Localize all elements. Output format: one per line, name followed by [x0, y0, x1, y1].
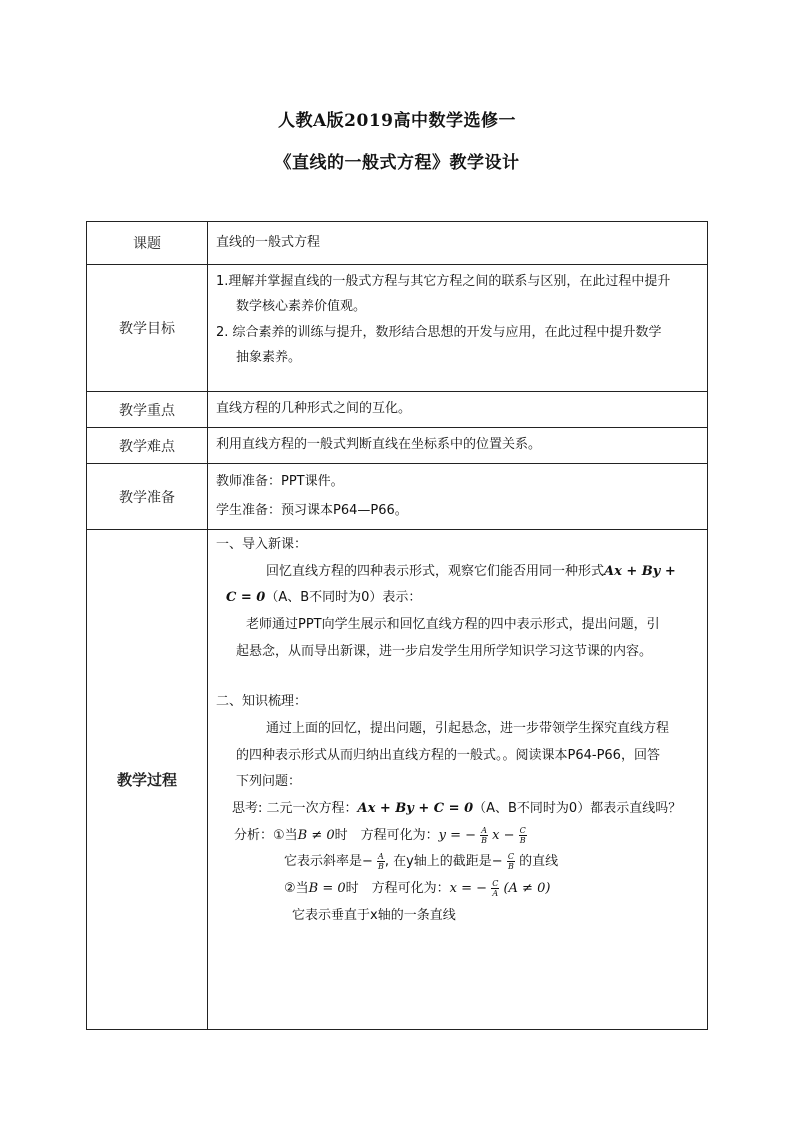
slope-intercept-explanation: 它表示斜率是− $\frac{A}{B}$ , 在y轴上的截距是− $\frac{C}{B}$ 的直线: [284, 852, 559, 872]
label-topic: 课题: [87, 222, 208, 265]
section-1-para-2-line-1: 老师通过PPT向学生展示和回忆直线方程的四中表示形式，提出问题，引: [246, 617, 660, 633]
row-goals: [87, 265, 708, 392]
intercept-fraction: $\frac{C}{B}$: [507, 852, 514, 872]
goal-1-line-1: 1.理解并掌握直线的一般式方程与其它方程之间的联系与区别，在此过程中提升: [216, 274, 671, 289]
document-subtitle: 《直线的一般式方程》教学设计: [274, 153, 520, 173]
teacher-prep: 教师准备：PPT课件。: [216, 474, 344, 489]
student-prep: 学生准备：预习课本P64—P66。: [216, 502, 408, 518]
section-2-para-line-3: 下列问题：: [236, 774, 302, 790]
goal-2-line-2: 抽象素养。: [236, 350, 302, 366]
row-difficulties: [87, 428, 708, 464]
think-question: 思考: 二元一次方程：Ax + By + C = 0（A、B不同时为0）都表示直线吗？: [232, 800, 682, 816]
general-form-equation-part-1: Ax + By +: [604, 563, 676, 579]
analysis-case-1: 分析：①当B ≠ 0时 方程可化为：y = − $\frac{A}{B}$ x − $\frac{C}{B}$: [234, 825, 526, 845]
section-1-para-1: 回忆直线方程的四种表示形式，观察它们能否用同一种形式Ax + By +: [266, 563, 676, 579]
fraction-c-over-b: $\frac{C}{B}$: [519, 825, 526, 845]
goal-2-line-1: 2. 综合素养的训练与提升，数形结合思想的开发与应用，在此过程中提升数学: [216, 324, 662, 340]
row-process: [87, 530, 708, 1030]
section-1-title: 一、导入新课：: [216, 537, 308, 553]
vertical-line-result: 它表示垂直于x轴的一条直线: [292, 907, 456, 923]
section-2-para-line-1: 通过上面的回忆，提出问题，引起悬念，进一步带领学生探究直线方程: [266, 721, 670, 737]
fraction-a-over-b: $\frac{A}{B}$: [481, 825, 488, 845]
fraction-c-over-a: $\frac{C}{A}$: [492, 878, 499, 898]
goal-1-line-2: 数学核心素养价值观。: [236, 299, 367, 315]
row-key-points: [87, 392, 708, 428]
think-equation: Ax + By + C = 0: [357, 800, 474, 816]
slope-fraction: $\frac{A}{B}$: [377, 852, 384, 872]
row-preparation: [87, 464, 708, 530]
value-difficulties: 利用直线方程的一般式判断直线在坐标系中的位置关系。: [208, 428, 708, 464]
section-1-para-2-line-2: 起悬念，从而导出新课，进一步启发学生用所学知识学习这节课的内容。: [236, 643, 653, 659]
general-form-equation-part-2: C = 0: [226, 590, 266, 606]
value-goals: [208, 265, 708, 392]
label-preparation: 教学准备: [87, 464, 208, 530]
value-preparation: [208, 464, 708, 530]
row-topic: [87, 222, 708, 265]
lesson-plan-table: [86, 221, 708, 1030]
document-title: 人教A版2019高中数学选修一: [277, 111, 516, 131]
analysis-case-2: ②当B = 0时 方程可化为：x = − $\frac{C}{A}$ (A ≠ 0): [284, 878, 551, 898]
label-process: 教学过程: [87, 530, 208, 1030]
section-1-para-1-cont: C = 0（A、B不同时为0）表示：: [226, 590, 422, 606]
label-key-points: 教学重点: [87, 392, 208, 428]
section-2-title: 二、知识梳理：: [216, 694, 308, 710]
value-topic: 直线的一般式方程: [208, 222, 708, 265]
label-goals: 教学目标: [87, 265, 208, 392]
value-process: [208, 530, 708, 1030]
label-difficulties: 教学难点: [87, 428, 208, 464]
section-2-para-line-2: 的四种表示形式从而归纳出直线方程的一般式。。阅读课本P64-P66，回答: [236, 747, 660, 763]
value-key-points: 直线方程的几种形式之间的互化。: [208, 392, 708, 428]
